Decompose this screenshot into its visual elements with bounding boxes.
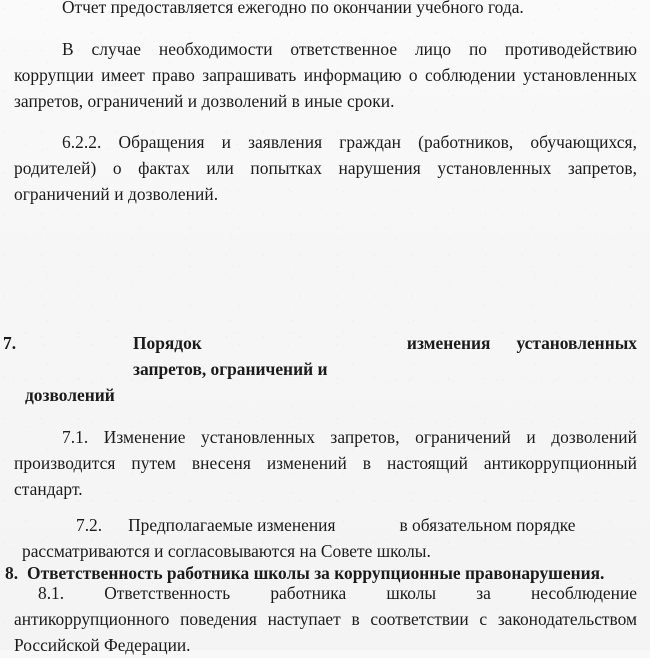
paragraph-7-1-block — [14, 424, 637, 502]
paragraph-7-2-line-1 — [14, 512, 637, 538]
section-8-title: Ответственность работника школы за коррупционные правонарушения. — [27, 563, 605, 583]
paragraph-8-1-word-5: несоблюдение — [531, 583, 637, 603]
paragraph-7-2-part-2: в обязательном порядке — [399, 515, 576, 535]
section-7-heading-line-1 — [0, 330, 637, 356]
section-7-title-word-1: Порядок — [133, 333, 202, 353]
paragraph-8-1-rest: антикоррупционного поведения наступает в соответствии с законодательством Российской Федерации. — [14, 609, 637, 655]
paragraph-7-2-block — [14, 512, 637, 564]
spacer-after-6-2-1 — [14, 114, 637, 129]
section-7-number: 7. — [3, 333, 17, 353]
paragraph-8-1-word-2: работника — [270, 583, 347, 603]
paragraph-7-2-part-1: Предполагаемые изменения — [128, 515, 336, 535]
report-line: Отчет предоставляется ежегодно по окончании учебного года. — [62, 0, 524, 17]
paragraph-6-2-1: В случае необходимости ответственное лицо по противодействию коррупции имеет право запрашивать информацию о соблюдении установленных запретов, ограничений и дозволений в иные сроки. — [14, 39, 637, 111]
paragraph-8-1-number: 8.1. — [38, 583, 65, 603]
paragraph-7-1: 7.1. Изменение установленных запретов, ограничений и дозволений производится путем внесеня изменений в настоящий антикоррупционный стандарт. — [14, 427, 637, 499]
paragraph-8-1-line-1 — [14, 580, 637, 606]
paragraph-8-1-word-4: за — [476, 583, 491, 603]
document-body — [14, 0, 637, 207]
section-7-title-word-3: установленных — [516, 333, 637, 353]
section-8-number: 8. — [5, 563, 19, 583]
section-7-heading-line-2: запретов, ограничений и — [133, 359, 328, 379]
paragraph-8-1-word-1: Ответственность — [104, 583, 231, 603]
paragraph-6-2-2: 6.2.2. Обращения и заявления граждан (работников, обучающихся, родителей) о фактах или попытках нарушения установленных запретов, ограничений и дозволений. — [14, 132, 637, 204]
section-7-heading-line-3: дозволений — [25, 385, 115, 405]
paragraph-8-1-block — [14, 580, 637, 658]
section-7-title-word-2: изменения — [406, 333, 491, 353]
paragraph-8-1-word-3: школы — [386, 583, 437, 603]
spacer-top — [14, 0, 637, 14]
paragraph-7-2-number: 7.2. — [76, 515, 103, 535]
paragraph-7-2-line-2: рассматриваются и согласовываются на Совете школы. — [22, 541, 431, 561]
section-7-heading — [0, 330, 637, 408]
